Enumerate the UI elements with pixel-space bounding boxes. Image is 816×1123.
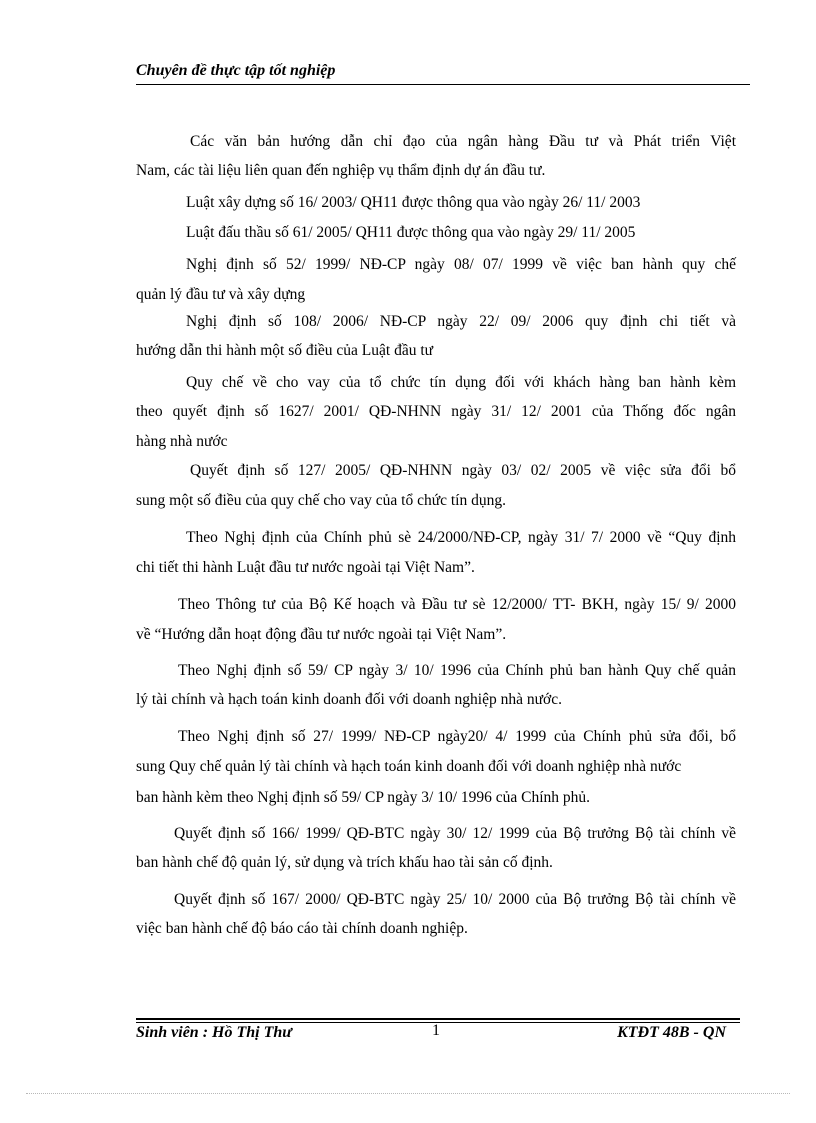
text-line: lý tài chính và hạch toán kinh doanh đối với doanh nghiệp nhà nước. bbox=[136, 691, 562, 708]
text-line: Quyết định số 167/ 2000/ QĐ-BTC ngày 25/ 10/ 2000 của Bộ trưởng Bộ tài chính về bbox=[174, 891, 736, 908]
text-line: hướng dẫn thi hành một số điều của Luật đầu tư bbox=[136, 342, 434, 359]
page-edge-divider bbox=[26, 1093, 790, 1094]
header-title: Chuyên đề thực tập tốt nghiệp bbox=[136, 62, 336, 79]
text-line: hàng nhà nước bbox=[136, 433, 228, 450]
text-line: Theo Thông tư của Bộ Kế hoạch và Đầu tư sè 12/2000/ TT- BKH, ngày 15/ 9/ 2000 bbox=[178, 596, 736, 613]
text-line: quản lý đầu tư và xây dựng bbox=[136, 286, 306, 303]
text-line: sung Quy chế quản lý tài chính và hạch toán kinh doanh đối với doanh nghiệp nhà nước bbox=[136, 758, 682, 775]
text-line: Quyết định số 127/ 2005/ QĐ-NHNN ngày 03/ 02/ 2005 về việc sửa đổi bổ bbox=[190, 462, 736, 479]
text-line: Luật xây dựng số 16/ 2003/ QH11 được thông qua vào ngày 26/ 11/ 2003 bbox=[186, 194, 641, 211]
text-line: ban hành kèm theo Nghị định số 59/ CP ngày 3/ 10/ 1996 của Chính phủ. bbox=[136, 789, 591, 806]
text-line: Nghị định số 52/ 1999/ NĐ-CP ngày 08/ 07/ 1999 về việc ban hành quy chế bbox=[186, 256, 736, 273]
footer-student-name: Sinh viên : Hồ Thị Thư bbox=[136, 1024, 292, 1041]
page-number: 1 bbox=[432, 1022, 440, 1039]
footer-rule bbox=[136, 1018, 740, 1020]
text-line: việc ban hành chế độ báo cáo tài chính doanh nghiệp. bbox=[136, 920, 468, 937]
text-line: Nam, các tài liệu liên quan đến nghiệp vụ thẩm định dự án đầu tư. bbox=[136, 162, 546, 179]
text-line: về “Hướng dẫn hoạt động đầu tư nước ngoài tại Việt Nam”. bbox=[136, 626, 507, 643]
text-line: Các văn bản hướng dẫn chỉ đạo của ngân hàng Đầu tư và Phát triển Việt bbox=[190, 133, 736, 150]
text-line: Nghị định số 108/ 2006/ NĐ-CP ngày 22/ 09/ 2006 quy định chi tiết và bbox=[186, 313, 736, 330]
text-line: Theo Nghị định của Chính phủ sè 24/2000/NĐ-CP, ngày 31/ 7/ 2000 về “Quy định bbox=[186, 529, 736, 546]
text-line: theo quyết định số 1627/ 2001/ QĐ-NHNN ngày 31/ 12/ 2001 của Thống đốc ngân bbox=[136, 403, 736, 420]
text-line: Quy chế về cho vay của tổ chức tín dụng đối với khách hàng ban hành kèm bbox=[186, 374, 736, 391]
text-line: sung một số điều của quy chế cho vay của tổ chức tín dụng. bbox=[136, 492, 506, 509]
text-line: Luật đấu thầu số 61/ 2005/ QH11 được thông qua vào ngày 29/ 11/ 2005 bbox=[186, 224, 636, 241]
text-line: Theo Nghị định số 27/ 1999/ NĐ-CP ngày20/ 4/ 1999 của Chính phủ sửa đổi, bổ bbox=[178, 728, 736, 745]
text-line: ban hành chế độ quản lý, sử dụng và trích khấu hao tài sản cố định. bbox=[136, 854, 553, 871]
footer-class-code: KTĐT 48B - QN bbox=[617, 1024, 726, 1041]
text-line: Theo Nghị định số 59/ CP ngày 3/ 10/ 1996 của Chính phủ ban hành Quy chế quản bbox=[178, 662, 736, 679]
text-line: chi tiết thi hành Luật đầu tư nước ngoài tại Việt Nam”. bbox=[136, 559, 475, 576]
page-footer bbox=[136, 1018, 740, 1048]
text-line: Quyết định số 166/ 1999/ QĐ-BTC ngày 30/ 12/ 1999 của Bộ trưởng Bộ tài chính về bbox=[174, 825, 736, 842]
